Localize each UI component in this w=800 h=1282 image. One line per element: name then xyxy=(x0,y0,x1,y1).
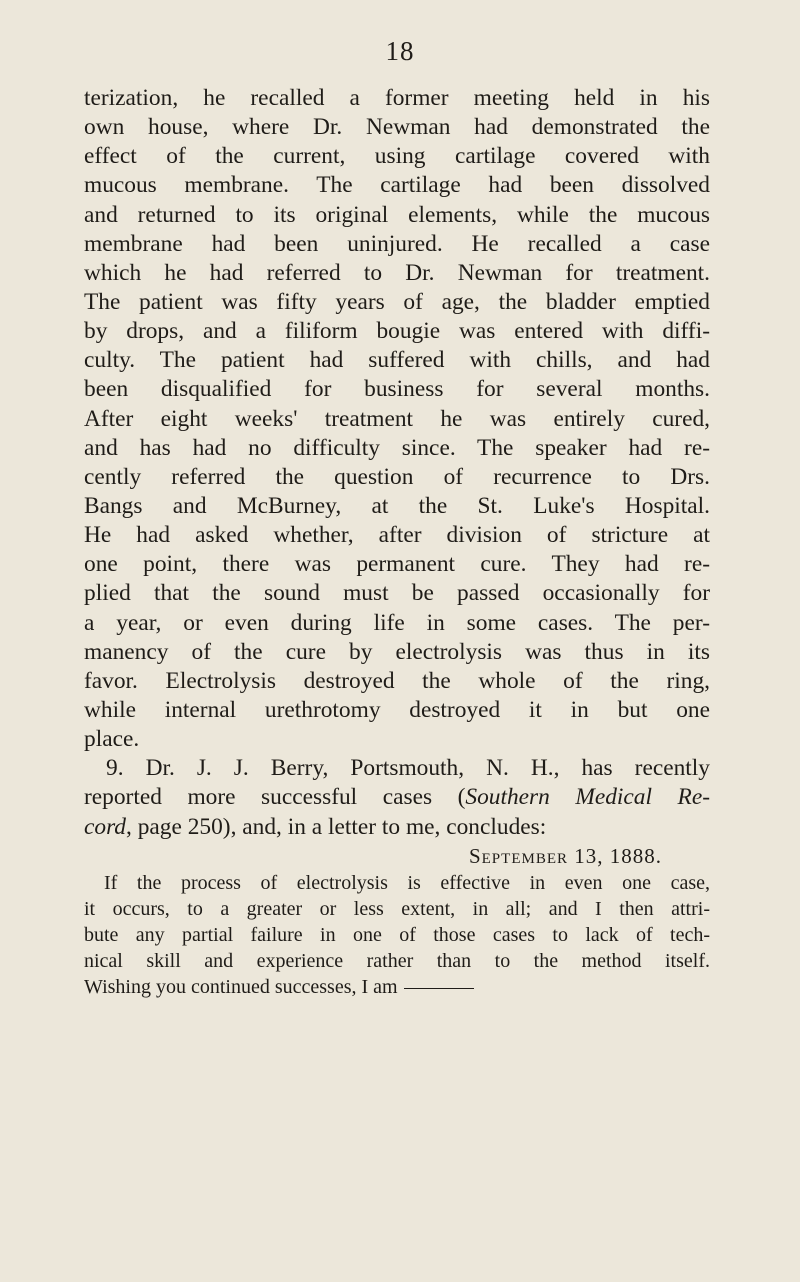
body-text xyxy=(84,84,710,1000)
paragraph-line: culty. The patient had suffered with chills, and had xyxy=(84,347,710,374)
paragraph-line: by drops, and a filiform bougie was entered with diffi- xyxy=(84,318,710,345)
journal-title: Southern Medical Re- xyxy=(465,784,710,811)
paragraph-line: own house, where Dr. Newman had demonstrated the xyxy=(84,114,710,141)
paragraph-line: one point, there was permanent cure. They had re- xyxy=(84,551,710,578)
paragraph-line: After eight weeks' treatment he was entirely cured, xyxy=(84,405,710,432)
paragraph-line: and returned to its original elements, while the mucous xyxy=(84,201,710,228)
paragraph-line: place. xyxy=(84,726,140,753)
journal-title: cord xyxy=(84,813,127,840)
paragraph-line: mucous membrane. The cartilage had been dissolved xyxy=(84,172,710,199)
paragraph-9-text: reported more successful cases ( xyxy=(84,784,466,811)
paragraph-9-line xyxy=(84,813,710,842)
paragraph-line: terization, he recalled a former meeting held in his xyxy=(84,85,710,111)
paragraph-line: He had asked whether, after division of stricture at xyxy=(84,522,710,549)
paragraph-line: effect of the current, using cartilage covered with xyxy=(84,143,710,170)
quoted-letter xyxy=(84,842,710,1000)
letter-dateline: September 13, 1888. xyxy=(468,843,662,868)
paragraph-line: been disqualified for business for several months. xyxy=(84,376,710,403)
letter-closing xyxy=(84,974,710,1000)
page-number: 18 xyxy=(385,36,415,66)
paragraph-9-line xyxy=(84,754,710,783)
paragraph-line: which he had referred to Dr. Newman for treatment. xyxy=(84,259,710,286)
letter-line: it occurs, to a greater or less extent, in all; and I then attri- xyxy=(84,897,710,920)
paragraph-line: while internal urethrotomy destroyed it in but one xyxy=(84,696,710,723)
paragraph-line: Bangs and McBurney, at the St. Luke's Hospital. xyxy=(84,492,710,519)
paragraph-line: and has had no difficulty since. The speaker had re- xyxy=(84,434,710,461)
paragraph-line: favor. Electrolysis destroyed the whole of the ring, xyxy=(84,667,710,694)
paragraph-line: plied that the sound must be passed occasionally for xyxy=(84,580,710,607)
closing-dash-rule xyxy=(404,988,474,989)
paragraph-continued xyxy=(84,84,710,754)
paragraph-9-text: , page 250), and, in a letter to me, concludes: xyxy=(126,813,547,840)
paragraph-line: a year, or even during life in some cases. The per- xyxy=(84,609,710,636)
letter-line: If the process of electrolysis is effective in even one case, xyxy=(104,871,710,894)
letter-line: bute any partial failure in one of those cases to lack of tech- xyxy=(84,923,710,946)
paragraph-9-text: 9. Dr. J. J. Berry, Portsmouth, N. H., has recently xyxy=(106,755,710,782)
paragraph-line: membrane had been uninjured. He recalled a case xyxy=(84,230,710,257)
paragraph-line: manency of the cure by electrolysis was thus in its xyxy=(84,638,710,665)
letter-closing-text: Wishing you continued successes, I am xyxy=(84,975,398,998)
paragraph-line: The patient was fifty years of age, the bladder emptied xyxy=(84,288,710,315)
letter-line: nical skill and experience rather than to the method itself. xyxy=(84,949,710,972)
paragraph-line: cently referred the question of recurrence to Drs. xyxy=(84,463,710,490)
paragraph-9-line xyxy=(84,783,710,812)
